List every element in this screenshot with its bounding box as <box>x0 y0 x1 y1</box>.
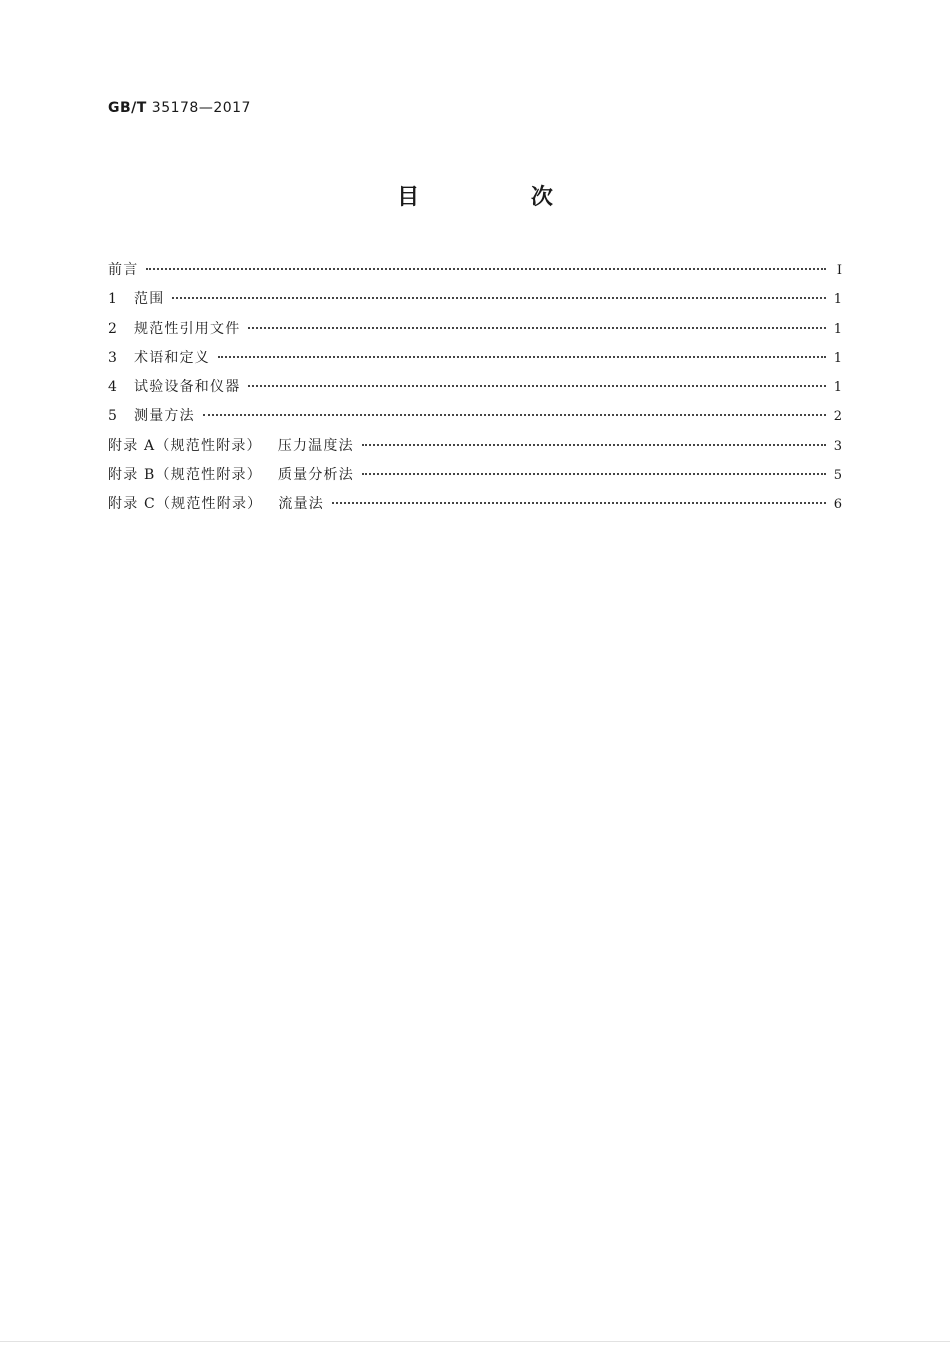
toc-entry-page: 5 <box>833 468 842 484</box>
toc-entry-page: 6 <box>833 497 842 513</box>
toc-entry-terms-definitions[interactable] <box>108 347 842 376</box>
toc-entry-label <box>108 464 354 484</box>
page-bottom-rule <box>0 1341 950 1342</box>
toc-title: 目 次 <box>397 185 605 210</box>
toc-entry-page: 1 <box>833 350 842 366</box>
toc-entry-measurement-methods[interactable] <box>108 405 842 434</box>
toc-entry-annex-b[interactable] <box>108 464 842 493</box>
toc-entry-test-equipment[interactable] <box>108 376 842 405</box>
toc-entry-page: Ⅰ <box>836 263 842 278</box>
toc-entry-title: 附录 B（规范性附录） <box>108 467 262 484</box>
toc-entry-number: 1 <box>108 291 117 308</box>
toc-entry-label <box>108 405 195 425</box>
toc-entry-annex-a[interactable] <box>108 435 842 464</box>
toc-entry-foreword[interactable] <box>108 259 842 288</box>
toc-dot-leader <box>332 502 826 504</box>
toc-entry-number: 4 <box>108 379 117 396</box>
toc-entry-label <box>108 347 210 367</box>
toc-dot-leader <box>172 297 826 299</box>
toc-entry-title: 前言 <box>108 262 139 278</box>
toc-dot-leader <box>248 385 826 387</box>
toc-entry-label <box>108 493 324 513</box>
standard-code <box>108 100 251 116</box>
toc-entry-subtitle: 质量分析法 <box>277 467 354 484</box>
table-of-contents <box>108 259 842 523</box>
toc-entry-scope[interactable] <box>108 288 842 317</box>
toc-entry-label <box>108 288 164 308</box>
toc-dot-leader <box>146 268 826 270</box>
toc-entry-number: 2 <box>108 320 117 337</box>
toc-entry-page: 1 <box>833 292 842 308</box>
toc-entry-label <box>108 318 240 338</box>
toc-entry-subtitle: 流量法 <box>278 496 324 513</box>
toc-entry-title: 规范性引用文件 <box>134 320 241 337</box>
toc-entry-page: 1 <box>833 321 842 337</box>
toc-dot-leader <box>362 444 826 446</box>
toc-entry-title: 术语和定义 <box>134 349 210 366</box>
toc-entry-label <box>108 376 240 396</box>
toc-entry-title: 附录 A（规范性附录） <box>108 437 262 454</box>
toc-entry-number: 3 <box>108 349 117 366</box>
toc-entry-label <box>108 259 138 279</box>
toc-entry-page: 1 <box>833 380 842 396</box>
toc-entry-title: 测量方法 <box>134 408 195 425</box>
toc-entry-page: 2 <box>833 409 842 425</box>
toc-entry-title: 附录 C（规范性附录） <box>108 496 263 513</box>
toc-dot-leader <box>362 473 826 475</box>
toc-entry-annex-c[interactable] <box>108 493 842 522</box>
toc-entry-page: 3 <box>833 438 842 454</box>
toc-entry-title: 试验设备和仪器 <box>134 379 241 396</box>
toc-dot-leader <box>248 327 826 329</box>
toc-dot-leader <box>203 414 826 416</box>
toc-entry-normative-references[interactable] <box>108 318 842 347</box>
toc-entry-label <box>108 435 354 455</box>
toc-entry-number: 5 <box>108 408 117 425</box>
toc-entry-title: 范围 <box>134 291 165 308</box>
toc-dot-leader <box>218 356 826 358</box>
standard-code-number: 35178—2017 <box>151 100 251 116</box>
toc-entry-subtitle: 压力温度法 <box>277 437 354 454</box>
standard-code-prefix: GB/T <box>108 100 147 116</box>
